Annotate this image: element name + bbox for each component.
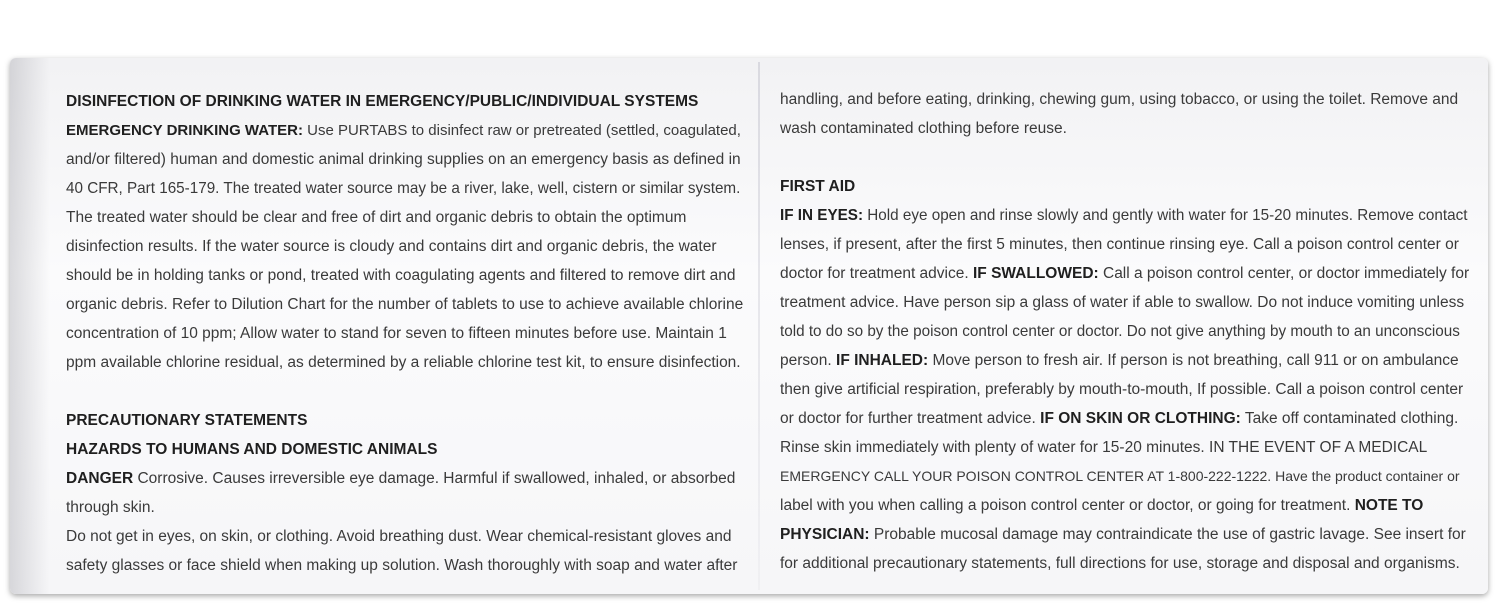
text-line: organic debris. Refer to Dilution Chart for the number of tablets to use to achieve available chlorine [66,296,744,313]
column-divider [758,62,760,590]
text-line: safety glasses or face shield when making up solution. Wash thoroughly with soap and water after [66,557,738,574]
danger-paragraph-line [66,464,746,493]
text-line: should be in holding tanks or pond, treated with coagulating agents and filtered to remove dirt and [66,267,736,284]
text-line: Hold eye open and rinse slowly and gently with water for 15-20 minutes. Remove contact [863,207,1468,224]
text-line: Take off contaminated clothing. [1240,410,1459,427]
first-aid-line [780,491,1470,520]
text-line: Probable mucosal damage may contraindicate the use of gastric lavage. See insert for [869,526,1466,543]
text-line: told to do so by the poison control center or doctor. Do not give anything by mouth to an unconscious [780,323,1460,340]
text-line: handling, and before eating, drinking, chewing gum, using tobacco, or using the toilet. Remove and [780,91,1459,108]
emergency-paragraph-line [66,116,746,145]
panel-shadow [10,58,50,594]
text-line: label with you when calling a poison control center or doctor, or going for treatment. [780,497,1355,514]
section-title-hazards: HAZARDS TO HUMANS AND DOMESTIC ANIMALS [66,441,438,458]
text-line: person. [780,352,837,369]
text-line: EMERGENCY CALL YOUR POISON CONTROL CENTER AT 1-800-222-1222. Have the product container or [780,468,1460,484]
text-line: or doctor for further treatment advice. [780,410,1041,427]
text-line: disinfection results. If the water source is cloudy and contains dirt and organic debris, the water [66,238,717,255]
physician-label: PHYSICIAN: [780,526,870,543]
first-aid-line [780,520,1470,549]
text-line: Corrosive. Causes irreversible eye damage. Harmful if swallowed, inhaled, or absorbed [133,470,736,487]
text-line: The treated water should be clear and free of dirt and organic debris to obtain the optimum [66,209,687,226]
skin-label: IF ON SKIN OR CLOTHING: [1040,410,1241,427]
danger-label: DANGER [66,470,134,487]
section-title-first-aid: FIRST AID [780,178,856,195]
spacer [780,143,1470,172]
first-aid-line [780,201,1470,230]
text-line: lenses, if present, after the first 5 minutes, then continue rinsing eye. Call a poison control center or [780,236,1459,253]
section-title-precautionary: PRECAUTIONARY STATEMENTS [66,412,308,429]
text-line: wash contaminated clothing before reuse. [780,120,1067,137]
text-line: then give artificial respiration, preferably by mouth-to-mouth, If possible. Call a poison control center [780,381,1464,398]
text-line: ppm available chlorine residual, as determined by a reliable chlorine test kit, to ensure disinfection. [66,354,741,371]
note-label: NOTE TO [1354,497,1424,514]
text-line: for additional precautionary statements, full directions for use, storage and disposal and organisms. [780,555,1460,572]
first-aid-line [780,259,1470,288]
text-line: and/or filtered) human and domestic animal drinking supplies on an emergency basis as defined in [66,151,741,168]
text-line: Move person to fresh air. If person is not breathing, call 911 or on ambulance [928,352,1459,369]
text-line: treatment advice. Have person sip a glass of water if able to swallow. Do not induce vomiting unless [780,294,1465,311]
spacer [66,377,746,406]
swallowed-label: IF SWALLOWED: [972,265,1099,282]
right-column [780,85,1470,578]
section-title-disinfection: DISINFECTION OF DRINKING WATER IN EMERGENCY/PUBLIC/INDIVIDUAL SYSTEMS [66,93,699,110]
text-line: Use PURTABS to disinfect raw or pretreated (settled, coagulated, [302,122,741,139]
text-line: through skin. [66,499,155,516]
emergency-label: EMERGENCY DRINKING WATER: [66,122,303,139]
text-line: Call a poison control center, or doctor immediately for [1098,265,1470,282]
text-line: doctor for treatment advice. [780,265,973,282]
first-aid-line [780,346,1470,375]
inhaled-label: IF INHALED: [836,352,929,369]
text-line: concentration of 10 ppm; Allow water to stand for seven to fifteen minutes before use. Maintain 1 [66,325,727,342]
text-line: Rinse skin immediately with plenty of water for 15-20 minutes. IN THE EVENT OF A MEDICAL [780,439,1428,456]
left-column [66,87,746,580]
first-aid-line [780,404,1470,433]
text-line: Do not get in eyes, on skin, or clothing. Avoid breathing dust. Wear chemical-resistant gloves and [66,528,732,545]
text-line: 40 CFR, Part 165-179. The treated water source may be a river, lake, well, cistern or similar system. [66,180,741,197]
eyes-label: IF IN EYES: [780,207,864,224]
